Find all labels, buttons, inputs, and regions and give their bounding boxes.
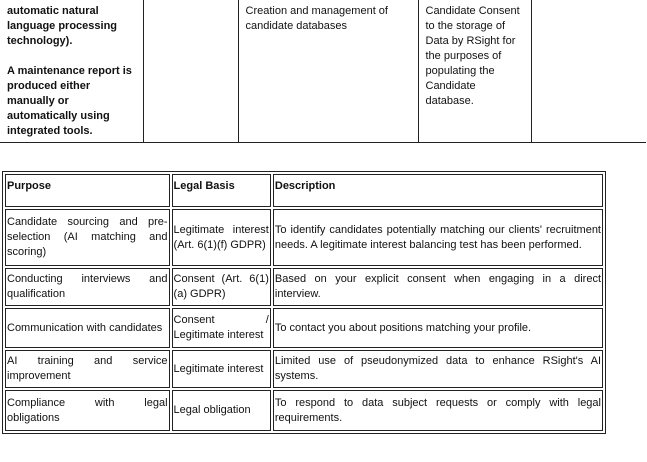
purpose-cell: Communication with candidates: [5, 308, 170, 348]
purpose-cell: Conducting interviews and qualification: [5, 268, 170, 306]
table-row: [0, 0, 646, 143]
legal-basis-cell: Legitimate interest (Art. 6(1)(f) GDPR): [172, 209, 271, 266]
table-row: [5, 268, 603, 306]
table-row: [5, 308, 603, 348]
table-row: [5, 390, 603, 431]
table-row: [5, 350, 603, 388]
column-header-purpose: Purpose: [5, 174, 170, 207]
column-header-legal-basis: Legal Basis: [172, 174, 271, 207]
purpose-cell: AI training and service improvement: [5, 350, 170, 388]
processing-activities-table-fragment: [0, 0, 646, 143]
purpose-cell: Creation and management of candidate databases: [238, 0, 418, 143]
purpose-cell: Candidate sourcing and pre-selection (AI matching and scoring): [5, 209, 170, 266]
column-header-description: Description: [273, 174, 603, 207]
activity-description-cell: [0, 0, 143, 143]
purpose-legal-basis-table: [2, 171, 606, 434]
legal-basis-cell: Consent / Legitimate interest: [172, 308, 271, 348]
description-cell: To identify candidates potentially matching our clients' recruitment needs. A legitimate interest balancing test has been performed.: [273, 209, 603, 266]
description-cell: Based on your explicit consent when engaging in a direct interview.: [273, 268, 603, 306]
description-cell: To contact you about positions matching your profile.: [273, 308, 603, 348]
legal-basis-cell: Legitimate interest: [172, 350, 271, 388]
legal-basis-cell: Legal obligation: [172, 390, 271, 431]
purpose-cell: Compliance with legal obligations: [5, 390, 170, 431]
legal-basis-cell: Candidate Consent to the storage of Data by RSight for the purposes of populating the Candidate database.: [418, 0, 531, 143]
description-cell: To respond to data subject requests or comply with legal requirements.: [273, 390, 603, 431]
activity-description-text-1: automatic natural language processing technology).: [7, 5, 118, 47]
empty-cell: [531, 0, 646, 143]
table-header-row: [5, 174, 603, 207]
legal-basis-cell: Consent (Art. 6(1)(a) GDPR): [172, 268, 271, 306]
table-row: [5, 209, 603, 266]
empty-cell: [143, 0, 238, 143]
description-cell: Limited use of pseudonymized data to enhance RSight's AI systems.: [273, 350, 603, 388]
activity-description-text-2: A maintenance report is produced either manually or automatically using integrated tools.: [7, 65, 132, 137]
purpose-table-container: [2, 171, 606, 434]
